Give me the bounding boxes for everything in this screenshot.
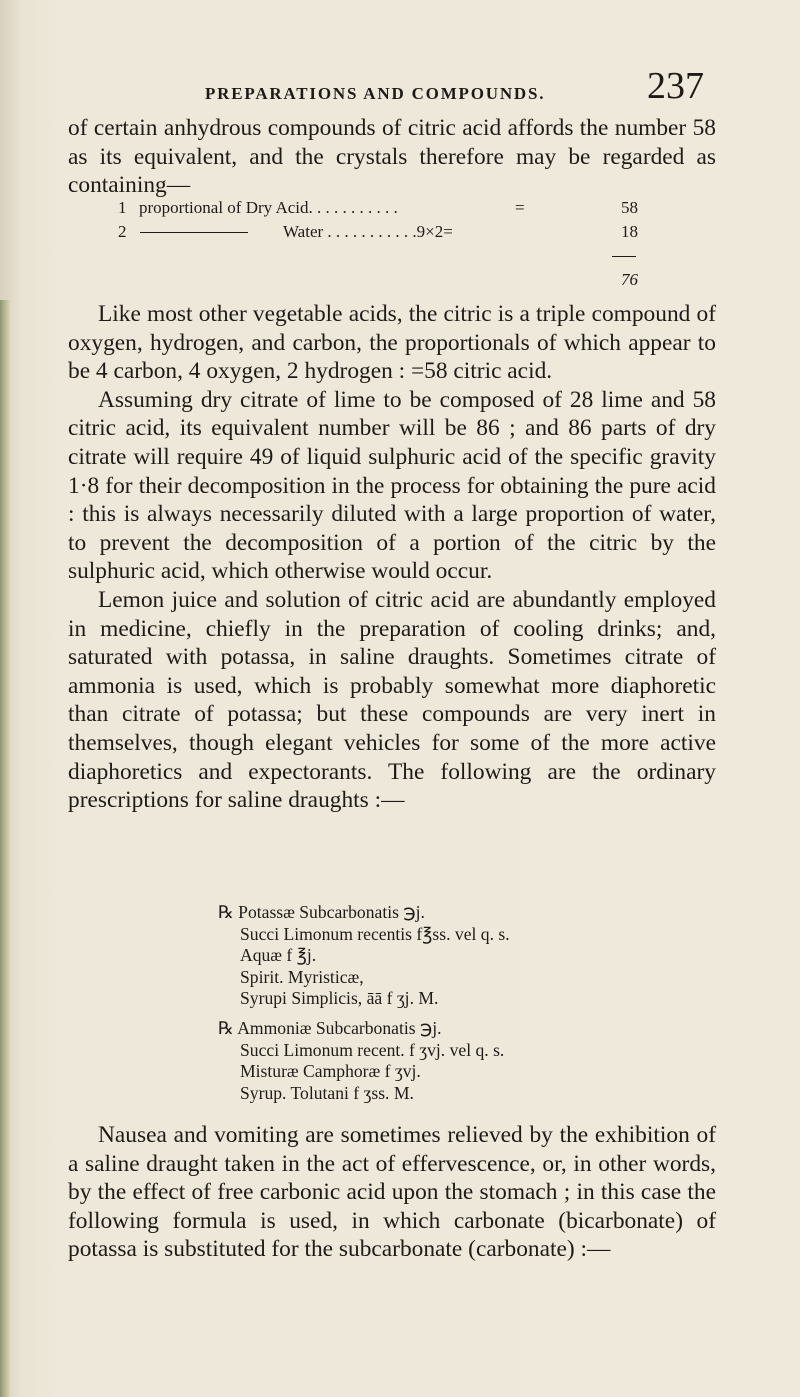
total-row [118, 268, 638, 292]
sum-rule-row [118, 244, 638, 268]
rx-line: Succi Limonum recentis f℥ss. vel q. s. [240, 923, 510, 944]
paragraph: Lemon juice and solution of citric acid are abundantly employed in medicine, chiefly in the preparation of cooling drinks; and, saturated with potassa, in saline draughts. Sometimes citrate of ammonia is used, which is probably somewhat more diaphoretic than citrate of potassa; but these compounds are very inert in themselves, though elegant vehicles for some of the more active diaphoretics and expectorants. The following are the ordinary prescriptions for saline draughts :— [68, 586, 716, 814]
row-number: 2 [118, 222, 127, 241]
sum-rule [612, 256, 636, 257]
page-binding-edge [0, 300, 10, 1397]
intro-paragraph [68, 114, 716, 200]
rx-line: Misturæ Camphoræ f ʒvj. [240, 1061, 421, 1082]
total-value: 76 [621, 270, 638, 289]
running-header: PREPARATIONS AND COMPOUNDS. [205, 84, 546, 103]
paragraph: Like most other vegetable acids, the citric is a triple compound of oxygen, hydrogen, and carbon, the proportionals of which appear to be 4 carbon, 4 oxygen, 2 hydrogen : =58 citric acid. [68, 301, 716, 385]
rx-line: ℞ Potassæ Subcarbonatis ℈j. [218, 902, 425, 922]
rx-line: Spirit. Myristicæ, [240, 966, 364, 987]
paragraph: Nausea and vomiting are sometimes relieved by the exhibition of a saline draught taken in the act of effervescence, or, in other words, by the effect of free carbonic acid upon the stomach ; in this case the following formula is used, in which carbonate (bicarbonate) of potassa is substituted for the subcarbonate (carbonate) :— [68, 1122, 716, 1263]
rx-line: Aquæ f ℥j. [240, 945, 317, 966]
composition-row [118, 220, 638, 244]
rx-line: ℞ Ammoniæ Subcarbonatis ℈j. [218, 1018, 442, 1038]
row-value: 58 [621, 198, 638, 217]
row-value: 18 [621, 222, 638, 241]
row-label: Water . . . . . . . . . . .9×2= [283, 222, 453, 241]
ditto-rule [140, 232, 248, 233]
rx-line: Syrupi Simplicis, āā f ʒj. M. [240, 988, 439, 1009]
composition-table [118, 196, 638, 292]
paragraph: Assuming dry citrate of lime to be composed of 28 lime and 58 citric acid, its equivalent number will be 86 ; and 86 parts of dry citrate will require 49 of liquid sulphuric acid of the specific gravity 1·8 for their decomposition in the process for obtaining the pure acid : this is always necessarily diluted with a large proportion of water, to prevent the decomposition of a portion of the citric by the sulphuric acid, which otherwise would occur. [68, 386, 716, 585]
closing-paragraph [68, 1121, 716, 1264]
prescription-2 [218, 1018, 698, 1104]
row-equals: = [515, 198, 525, 217]
row-number: 1 [118, 198, 127, 217]
rx-line: Syrup. Tolutani f ʒss. M. [240, 1082, 414, 1103]
row-label: proportional of Dry Acid. . . . . . . . . . . [139, 198, 398, 217]
rx-line: Succi Limonum recent. f ʒvj. vel q. s. [240, 1039, 505, 1060]
page-number: 237 [647, 65, 704, 107]
composition-row [118, 196, 638, 220]
prescription-1 [218, 902, 698, 1010]
intro-text: of certain anhydrous compounds of citric acid affords the number 58 as its equivalent, and the crystals therefore may be regarded as containing— [68, 115, 716, 199]
body-text [68, 300, 716, 815]
